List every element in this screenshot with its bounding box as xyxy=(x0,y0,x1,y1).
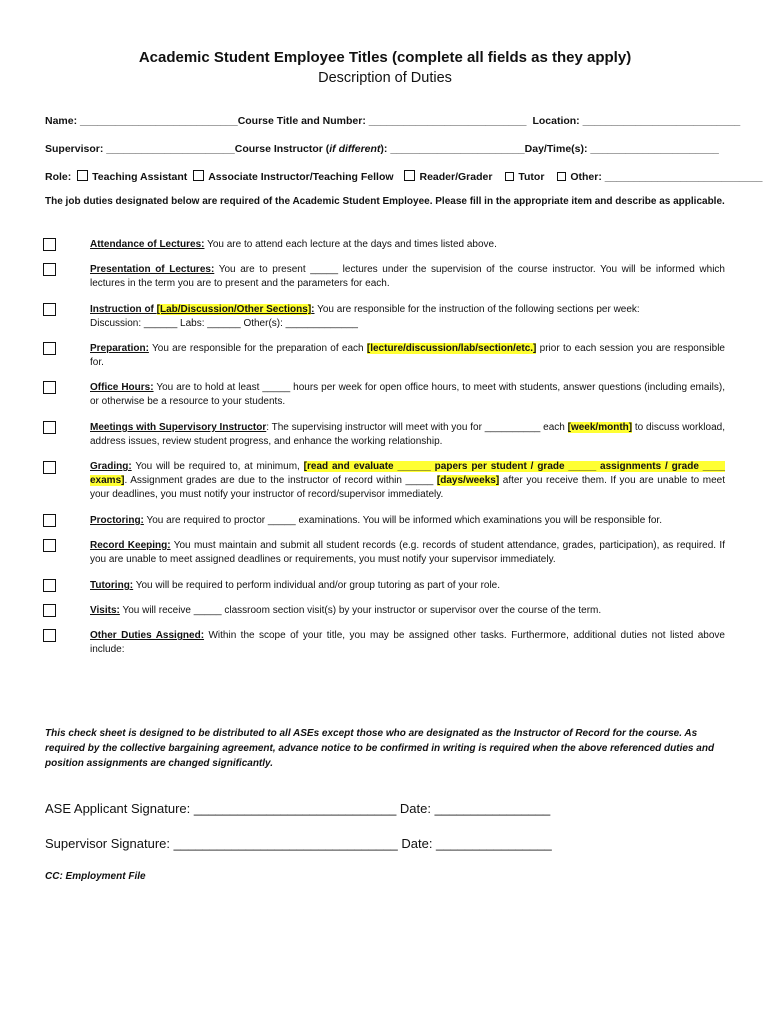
duty-tutoring: Tutoring: You will be required to perform individual and/or group tutoring as part of your role. xyxy=(90,580,501,591)
role-option-ta: Teaching Assistant xyxy=(92,171,188,183)
form-title: Academic Student Employee Titles (complete all fields as they apply) xyxy=(138,49,632,66)
duty-other: Other Duties Assigned: Within the scope of your title, you may be assigned other tasks. Furthermore, additional duties not listed above include: xyxy=(90,630,725,655)
cc-employment-file: CC: Employment File xyxy=(45,871,146,882)
name-field[interactable]: Name: ___________________________ xyxy=(45,115,238,127)
day-time-field[interactable]: Day/Time(s): ______________________ xyxy=(524,143,719,155)
duty-visits: Visits: You will receive _____ classroom section visit(s) by your instructor or supervisor over the course of the term. xyxy=(90,605,602,616)
instruction-checkbox[interactable] xyxy=(43,303,56,316)
office-hours-checkbox[interactable] xyxy=(43,381,56,394)
role-option-other[interactable]: Other: ___________________________ xyxy=(570,171,763,183)
tutor-checkbox[interactable] xyxy=(505,172,514,181)
duty-grading: Grading: You will be required to, at minimum, [read and evaluate ______ papers per student / grade _____ assignments / grade ____ exams]. Assignment grades are due to the instructor of record within _____ [days/weeks] after you receive them. If you are unable to meet your deadlines, you must notify your instructor of record/supervisor immediately. xyxy=(90,461,725,500)
associate-instructor-checkbox[interactable] xyxy=(193,170,204,181)
duty-instruction: Instruction of [Lab/Discussion/Other Sections]: You are responsible for the instruction of the following sections per week: Discussion: ______ Labs: ______ Other(s): _____________ xyxy=(90,304,640,329)
applicant-signature-line[interactable]: ASE Applicant Signature: ____________________________ Date: ________________ xyxy=(45,801,551,816)
course-field[interactable]: Course Title and Number: ___________________________ xyxy=(237,115,527,127)
teaching-assistant-checkbox[interactable] xyxy=(77,170,88,181)
visits-checkbox[interactable] xyxy=(43,604,56,617)
role-label: Role: xyxy=(45,171,72,183)
reader-grader-checkbox[interactable] xyxy=(404,170,415,181)
location-field[interactable]: Location: ___________________________ xyxy=(532,115,741,127)
preparation-checkbox[interactable] xyxy=(43,342,56,355)
field-row-name xyxy=(45,115,741,127)
bargaining-note: This check sheet is designed to be distributed to all ASEs except those who are designated as the Instructor of Record for the course. As required by the collective bargaining agreement, advance notice to be confirmed in writing is required when the above referenced duties and position assignments are changed significantly. xyxy=(45,728,715,769)
grading-checkbox[interactable] xyxy=(43,461,56,474)
duty-meetings: Meetings with Supervisory Instructor: The supervising instructor will meet with you for __________ each [week/month] to discuss workload, address issues, review student progress, and enhance the working relationship. xyxy=(90,422,725,447)
role-option-ai: Associate Instructor/Teaching Fellow xyxy=(208,171,394,183)
record-keeping-checkbox[interactable] xyxy=(43,539,56,552)
course-instructor-field[interactable]: Course Instructor (if different): _______________________ xyxy=(234,143,525,155)
field-row-role xyxy=(45,170,763,183)
supervisor-signature-line[interactable]: Supervisor Signature: _______________________________ Date: ________________ xyxy=(45,836,552,851)
role-option-tutor: Tutor xyxy=(518,171,545,183)
duty-office-hours: Office Hours: You are to hold at least _____ hours per week for open office hours, to meet with students, answer questions (including emails), or otherwise be a resource to your students. xyxy=(90,382,725,407)
form-subtitle: Description of Duties xyxy=(318,70,452,86)
meetings-checkbox[interactable] xyxy=(43,421,56,434)
duty-attendance: Attendance of Lectures: You are to attend each lecture at the days and times listed above. xyxy=(90,239,497,250)
other-duties-checkbox[interactable] xyxy=(43,629,56,642)
duty-presentation: Presentation of Lectures: You are to present _____ lectures under the supervision of the course instructor. You will be informed which lectures in the term you are to present and the parameters for each. xyxy=(90,264,725,289)
presentation-checkbox[interactable] xyxy=(43,263,56,276)
duty-record-keeping: Record Keeping: You must maintain and submit all student records (e.g. records of student attendance, grades, participation), as required. If you are unable to meet assigned deadlines or requirements, you must notify your supervisor immediately. xyxy=(90,540,725,565)
duty-proctoring: Proctoring: You are required to proctor _____ examinations. You will be informed which examinations you will be responsible for. xyxy=(90,515,662,526)
supervisor-field[interactable]: Supervisor: ______________________ xyxy=(45,143,235,155)
tutoring-checkbox[interactable] xyxy=(43,579,56,592)
field-row-supervisor xyxy=(45,143,735,155)
proctoring-checkbox[interactable] xyxy=(43,514,56,527)
intro-instructions: The job duties designated below are required of the Academic Student Employee. Please fill in the appropriate item and describe as applicable. xyxy=(45,196,725,207)
role-option-reader: Reader/Grader xyxy=(419,171,493,183)
duty-preparation: Preparation: You are responsible for the preparation of each [lecture/discussion/lab/section/etc.] prior to each session you are responsible for. xyxy=(90,343,725,368)
attendance-checkbox[interactable] xyxy=(43,238,56,251)
other-role-checkbox[interactable] xyxy=(557,172,566,181)
